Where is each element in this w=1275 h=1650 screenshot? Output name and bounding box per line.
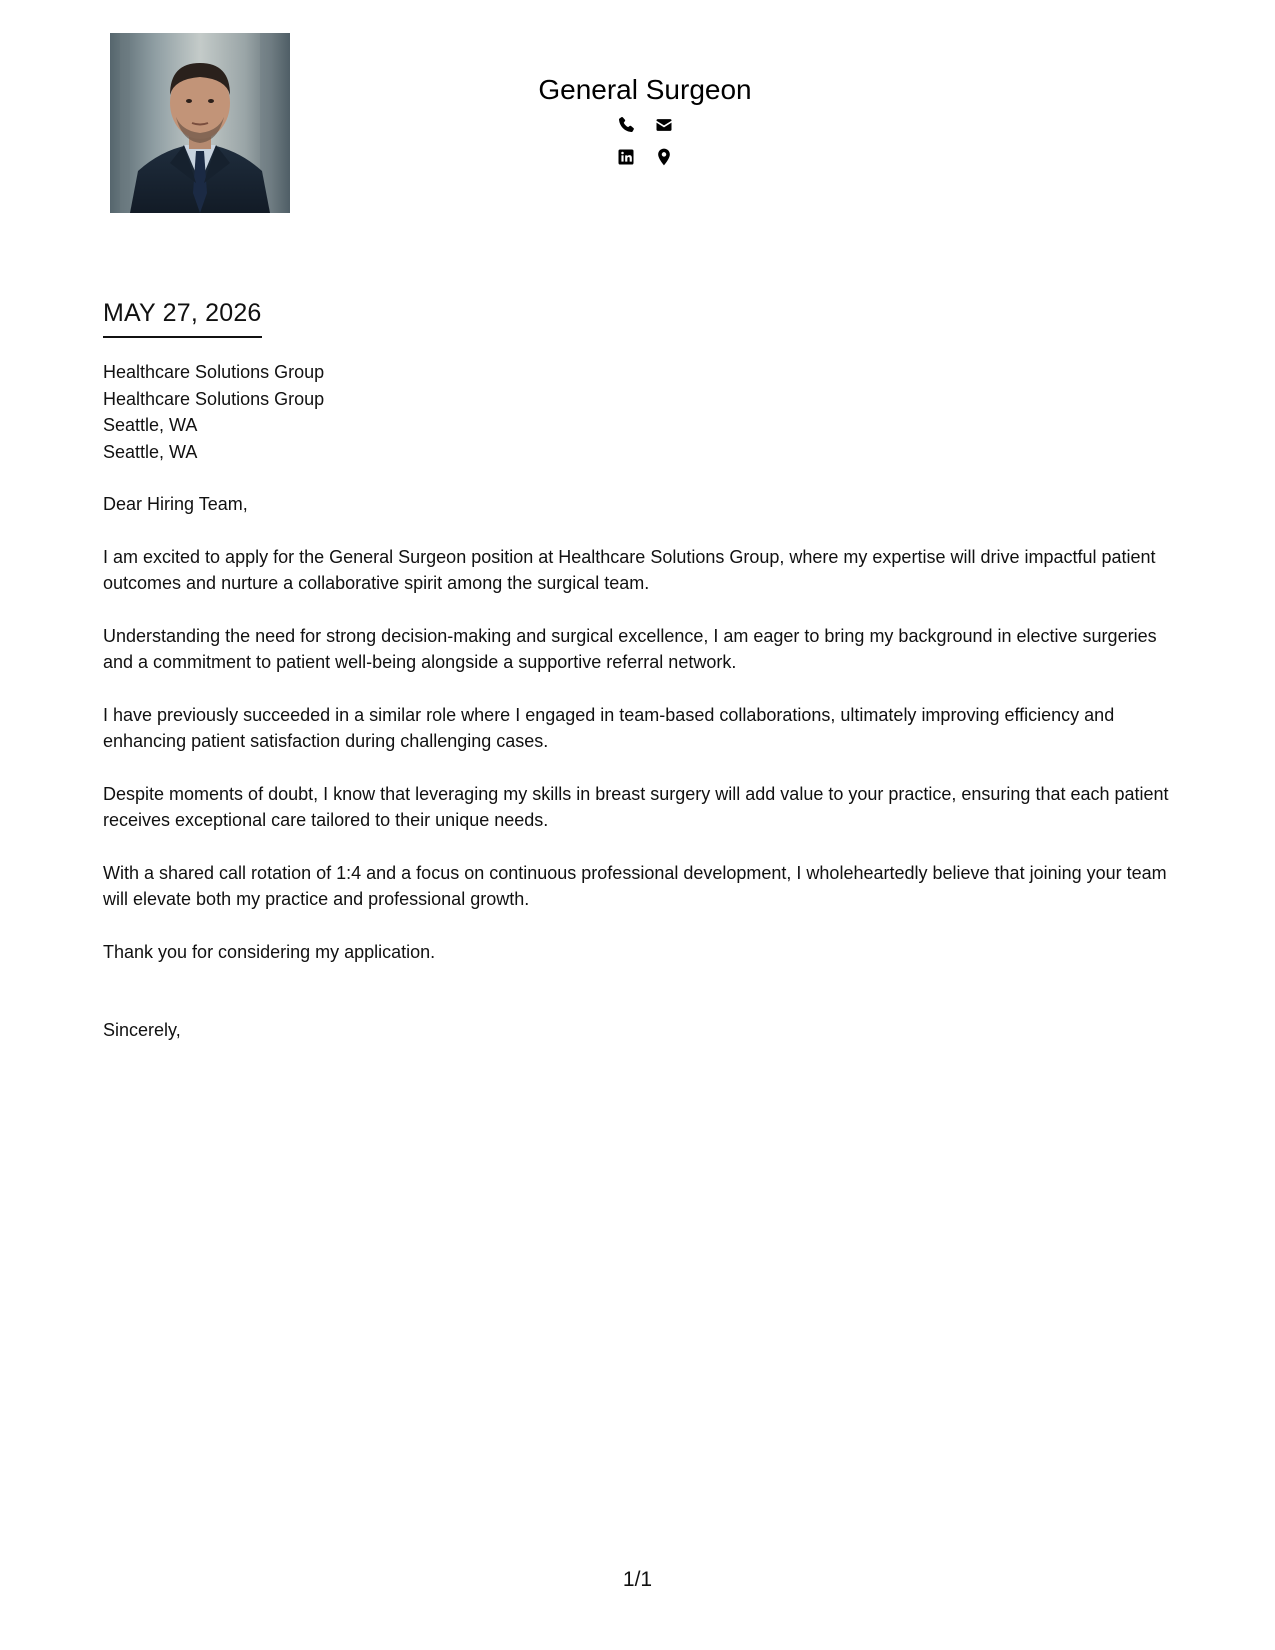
body-paragraph: With a shared call rotation of 1:4 and a focus on continuous professional development, I wholeheartedly believe that joining your team will elevate both my practice and professional growth. xyxy=(103,862,1167,909)
recipient-company-secondary: Healthcare Solutions Group xyxy=(103,388,325,409)
thank-you-line: Thank you for considering my application. xyxy=(103,941,436,962)
contact-icons-row-1 xyxy=(500,114,790,136)
body-paragraph: Understanding the need for strong decision-making and surgical excellence, I am eager to bring my background in elective surgeries and a commitment to patient well-being alongside a supportive referral network. xyxy=(103,625,1157,672)
map-pin-icon[interactable] xyxy=(654,147,674,167)
salutation: Dear Hiring Team, xyxy=(103,494,248,514)
recipient-address xyxy=(103,359,324,465)
body-paragraph: Despite moments of doubt, I know that leveraging my skills in breast surgery will add value to your practice, ensuring that each patient receives exceptional care tailored to their unique needs. xyxy=(103,783,1169,830)
body-paragraph: I have previously succeeded in a similar role where I engaged in team-based collaborations, ultimately improving efficiency and enhancing patient satisfaction during challenging cases. xyxy=(103,704,1115,751)
recipient-company: Healthcare Solutions Group xyxy=(103,362,325,382)
linkedin-icon[interactable] xyxy=(616,147,636,167)
profile-photo xyxy=(110,33,290,213)
header xyxy=(500,70,790,168)
letter-date: MAY 27, 2026 xyxy=(103,296,262,338)
closing: Sincerely, xyxy=(103,1020,181,1040)
body-paragraph: I am excited to apply for the General Surgeon position at Healthcare Solutions Group, where my expertise will drive impactful patient outcomes and nurture a collaborative spirit among the surgical team. xyxy=(103,546,1156,593)
letter-body xyxy=(103,491,1183,1070)
page-number: 1/1 xyxy=(622,1568,653,1591)
contact-icons-row-2 xyxy=(500,146,790,168)
recipient-city-secondary: Seattle, WA xyxy=(103,441,198,462)
recipient-city: Seattle, WA xyxy=(103,415,198,435)
envelope-icon[interactable] xyxy=(654,115,674,135)
phone-icon[interactable] xyxy=(616,115,636,135)
job-title: General Surgeon xyxy=(538,74,752,105)
